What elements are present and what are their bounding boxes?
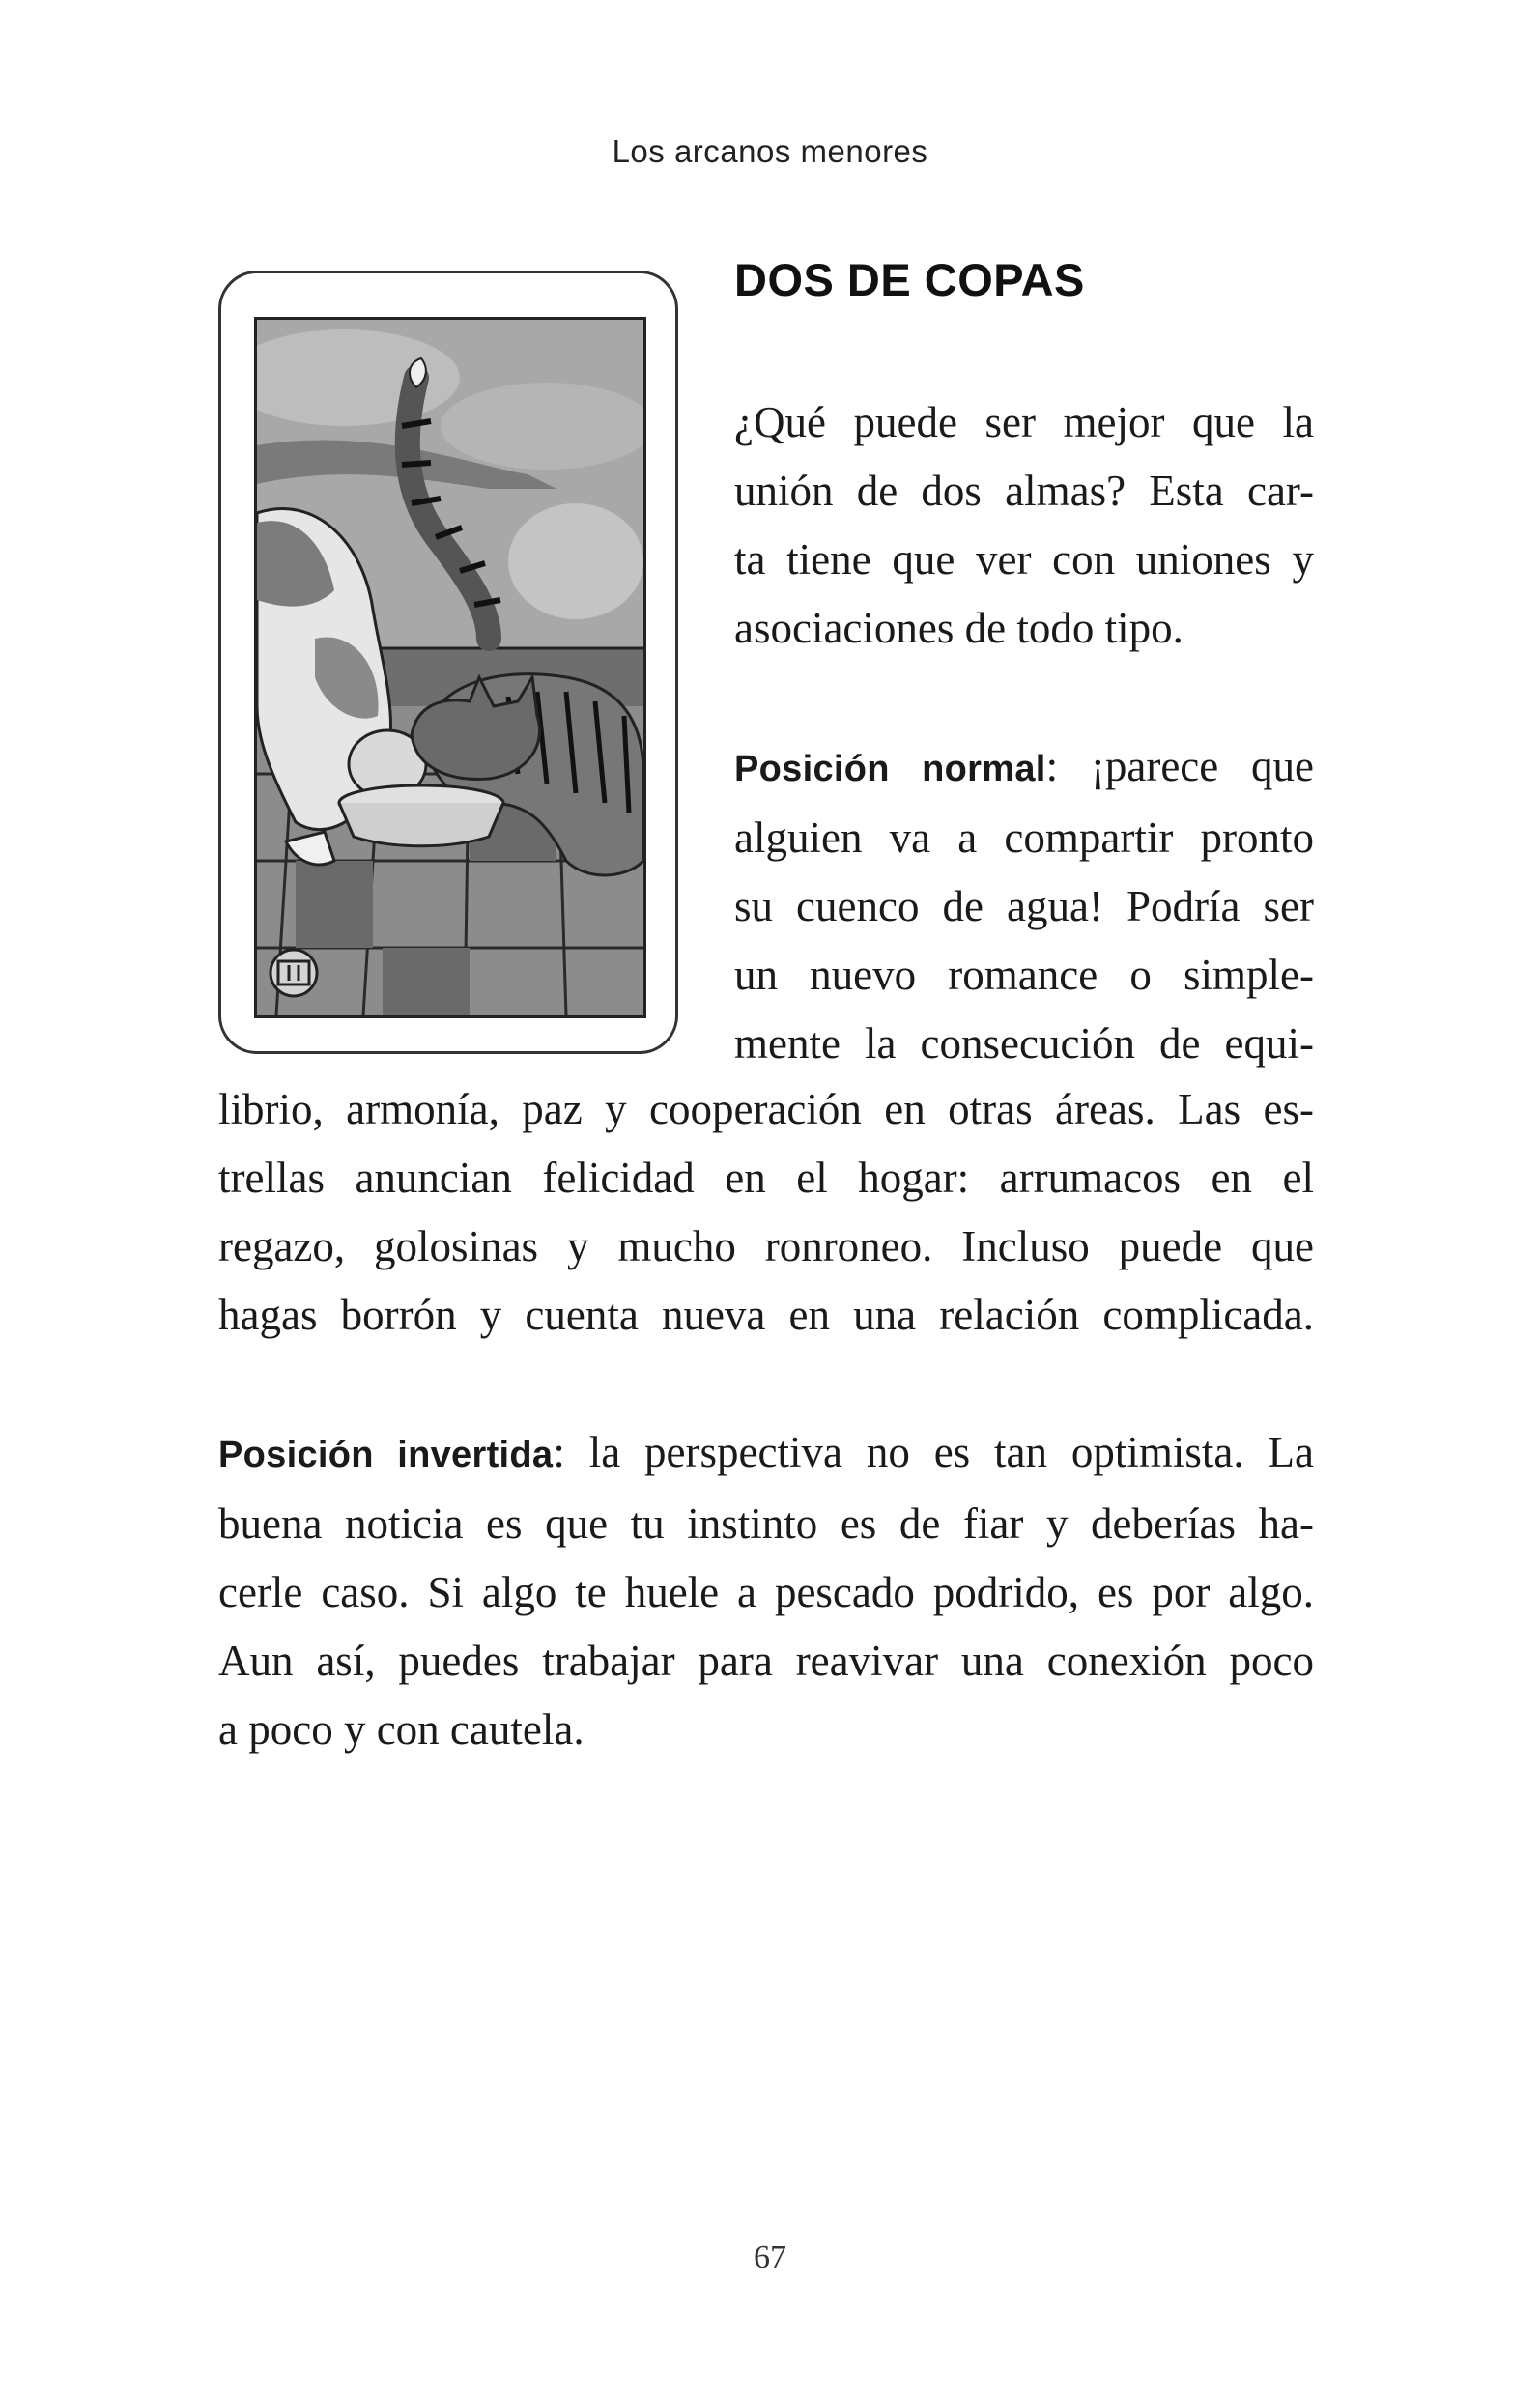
card-illustration: [254, 317, 646, 1018]
inverted-position-paragraph: [218, 1418, 1314, 1764]
normal-position-continued: [218, 1075, 1314, 1350]
intro-paragraph: [734, 388, 1314, 663]
inverted-line: cerle caso. Si algo te huele a pescado podrido, es por algo.: [218, 1568, 1314, 1616]
normal-line: un nuevo romance o simple-: [734, 951, 1314, 999]
intro-line: unión de dos almas? Esta car-: [734, 467, 1314, 515]
inverted-line: Aun así, puedes trabajar para reavivar una conexión poco: [218, 1637, 1314, 1685]
normal-position-label: Posición normal: [734, 749, 1046, 789]
intro-line: ta tiene que ver con uniones y: [734, 535, 1314, 584]
running-head: Los arcanos menores: [612, 133, 928, 169]
normal-line: hagas borrón y cuenta nueva en una relación complicada.: [218, 1291, 1314, 1339]
inverted-first-line: : la perspectiva no es tan optimista. La: [553, 1428, 1314, 1476]
normal-line: alguien va a compartir pronto: [734, 813, 1314, 862]
normal-line: mente la consecución de equi-: [734, 1019, 1314, 1068]
normal-first-line: : ¡parece que: [1045, 742, 1314, 790]
card-title: DOS DE COPAS: [734, 254, 1085, 305]
cats-drinking-illustration: [257, 320, 643, 1015]
normal-line: su cuenco de agua! Podría ser: [734, 882, 1314, 930]
normal-position-paragraph: [734, 732, 1314, 1078]
normal-line: regazo, golosinas y mucho ronroneo. Incluso puede que: [218, 1222, 1314, 1270]
intro-line: ¿Qué puede ser mejor que la: [734, 398, 1314, 446]
normal-line: trellas anuncian felicidad en el hogar: arrumacos en el: [218, 1154, 1314, 1202]
page-number: 67: [754, 2239, 786, 2275]
inverted-position-label: Posición invertida: [218, 1435, 554, 1475]
card-numeral-badge: [271, 950, 317, 996]
normal-line: librio, armonía, paz y cooperación en otras áreas. Las es-: [218, 1085, 1314, 1133]
inverted-line: a poco y con cautela.: [218, 1705, 585, 1754]
intro-line: asociaciones de todo tipo.: [734, 604, 1184, 652]
tarot-card: [218, 271, 678, 1054]
inverted-line: buena noticia es que tu instinto es de fiar y deberías ha-: [218, 1499, 1314, 1548]
